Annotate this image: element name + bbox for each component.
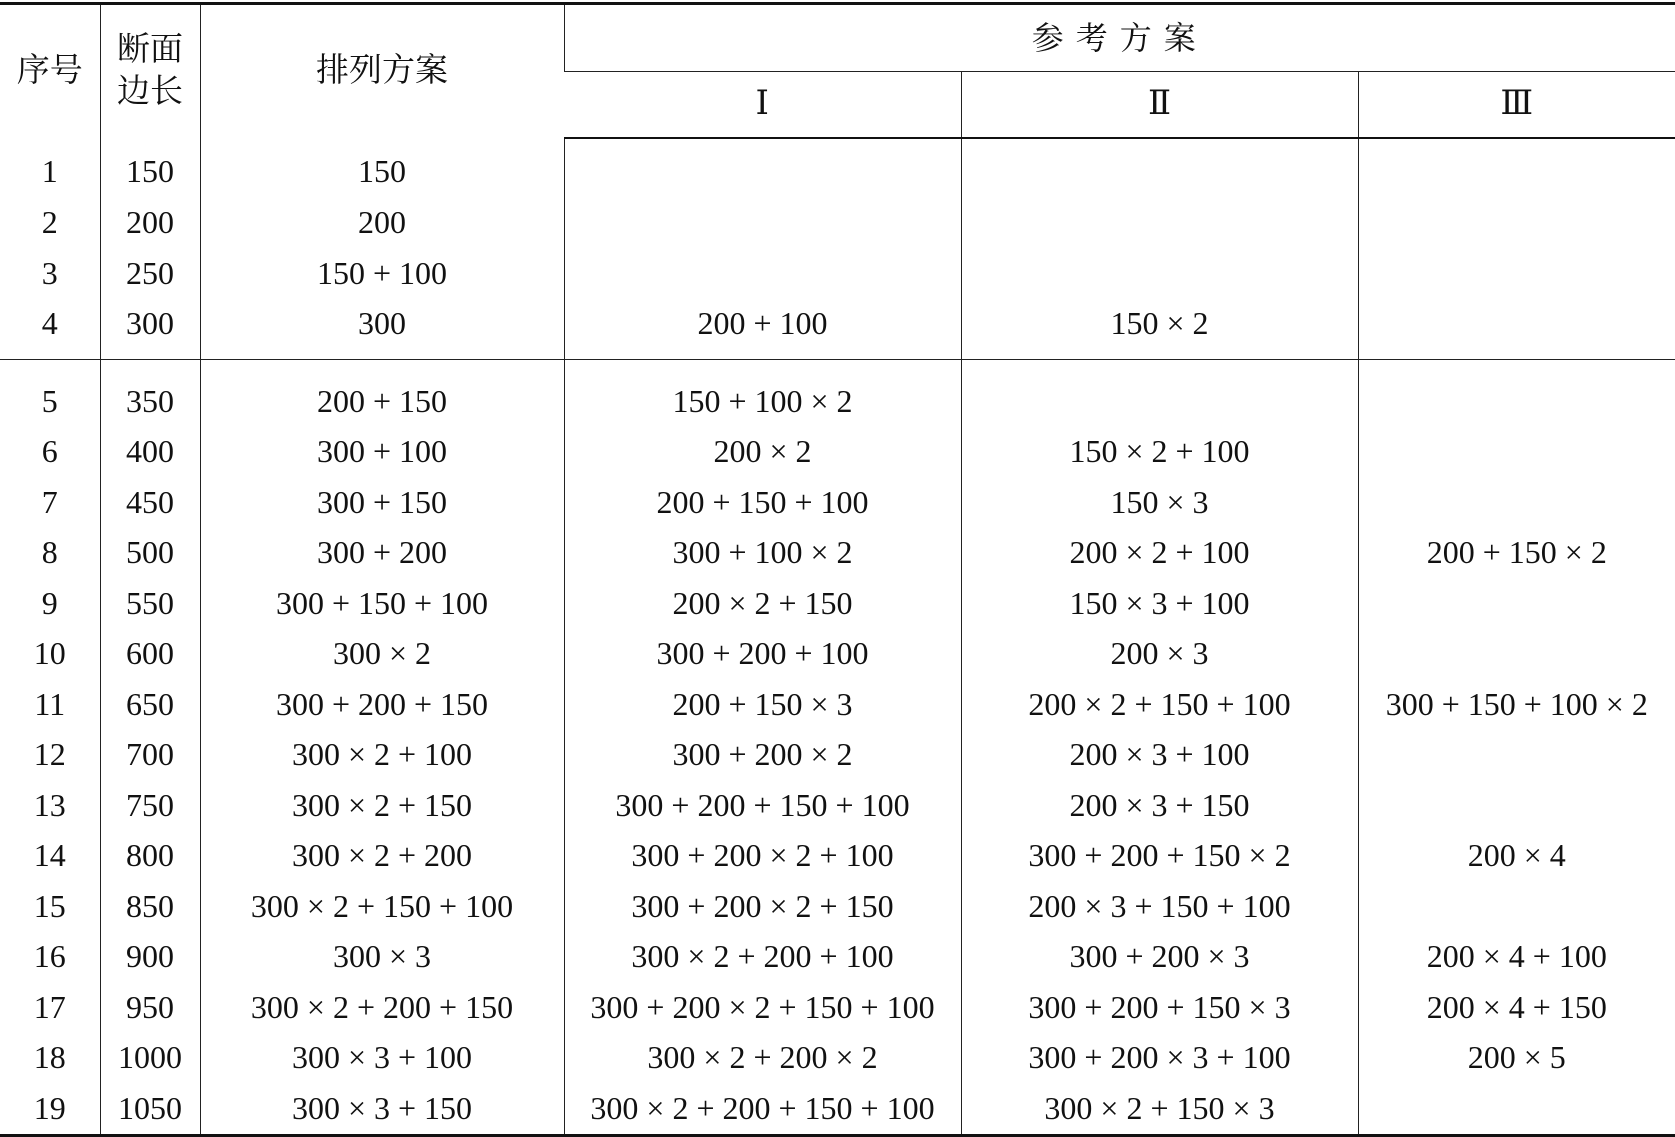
cell-plan-1: 200 × 2 [564,427,961,478]
cell-side-length: 1050 [100,1083,200,1135]
cell-plan-2: 300 + 200 × 3 + 100 [961,1033,1358,1084]
cell-seq: 10 [33,635,66,672]
cell-arrangement: 300 × 2 [200,629,564,680]
cell-plan-2 [961,360,1358,427]
cell-side-length: 200 [100,198,200,249]
cell-plan-2 [961,138,1358,198]
cell-seq: 11 [34,685,66,722]
cell-plan-3 [1358,578,1675,629]
cell-plan-1: 200 + 150 + 100 [564,477,961,528]
arrangement-table-container [0,2,1675,1137]
table-row [0,1033,1675,1084]
cell-side-length: 650 [100,679,200,730]
cell-plan-2: 300 × 2 + 150 × 3 [961,1083,1358,1135]
table-header [0,4,1675,139]
cell-seq: 7 [41,483,58,520]
cell-seq: 13 [33,786,66,823]
cell-seq: 9 [41,584,58,621]
cell-seq: 18 [33,1039,66,1076]
cell-seq: 6 [41,433,58,470]
header-side-length-line2: 边长 [117,73,183,110]
cell-plan-1: 300 + 200 × 2 + 150 [564,881,961,932]
table-row [0,578,1675,629]
table-body-group-1 [0,138,1675,360]
cell-plan-3 [1358,629,1675,680]
cell-plan-3: 200 × 4 + 100 [1358,932,1675,983]
cell-arrangement: 300 + 150 + 100 [200,578,564,629]
cell-side-length: 250 [100,248,200,299]
cell-plan-1: 200 + 150 × 3 [564,679,961,730]
table-row [0,679,1675,730]
cell-plan-1 [564,198,961,249]
cell-plan-3: 200 × 4 + 150 [1358,982,1675,1033]
cell-seq: 15 [33,887,66,924]
cell-arrangement: 200 [200,198,564,249]
cell-plan-3 [1358,477,1675,528]
arrangement-table [0,2,1675,1137]
cell-plan-1: 300 × 2 + 200 × 2 [564,1033,961,1084]
cell-arrangement: 300 + 200 [200,528,564,579]
cell-side-length: 700 [100,730,200,781]
cell-plan-1: 150 + 100 × 2 [564,360,961,427]
table-row [0,831,1675,882]
header-side-length [100,4,200,139]
table-row [0,248,1675,299]
cell-seq: 5 [41,382,58,419]
cell-plan-3: 300 + 150 + 100 × 2 [1358,679,1675,730]
cell-seq: 8 [41,534,58,571]
cell-plan-3: 200 × 4 [1358,831,1675,882]
table-row [0,982,1675,1033]
cell-plan-3: 200 × 5 [1358,1033,1675,1084]
cell-plan-1: 300 + 200 + 150 + 100 [564,780,961,831]
table-row [0,881,1675,932]
table-row [0,198,1675,249]
cell-side-length: 1000 [100,1033,200,1084]
table-row [0,299,1675,360]
table-row [0,780,1675,831]
cell-plan-3 [1358,299,1675,360]
cell-plan-1: 200 + 100 [564,299,961,360]
header-plan-1: Ⅰ [564,72,961,139]
cell-side-length: 350 [100,360,200,427]
table-row [0,629,1675,680]
table-row [0,1083,1675,1135]
header-arrangement: 排列方案 [200,4,564,139]
cell-plan-1: 300 × 2 + 200 + 100 [564,932,961,983]
table-body-group-2 [0,360,1675,1136]
cell-plan-2: 150 × 3 + 100 [961,578,1358,629]
cell-arrangement: 300 + 150 [200,477,564,528]
cell-plan-2: 200 × 3 + 150 + 100 [961,881,1358,932]
table-row [0,477,1675,528]
cell-plan-2: 150 × 3 [961,477,1358,528]
cell-plan-2 [961,248,1358,299]
cell-plan-2: 200 × 2 + 100 [961,528,1358,579]
cell-plan-1: 300 + 200 × 2 [564,730,961,781]
cell-seq: 12 [33,736,66,773]
cell-side-length: 400 [100,427,200,478]
cell-plan-2: 300 + 200 × 3 [961,932,1358,983]
table-row [0,730,1675,781]
cell-plan-1: 300 + 100 × 2 [564,528,961,579]
cell-arrangement: 300 × 3 + 150 [200,1083,564,1135]
cell-arrangement: 300 + 200 + 150 [200,679,564,730]
header-reference-group: 参考方案 [564,4,1675,72]
cell-plan-1: 300 + 200 × 2 + 150 + 100 [564,982,961,1033]
cell-seq: 19 [0,1083,100,1135]
cell-side-length: 900 [100,932,200,983]
cell-seq: 3 [41,254,58,291]
cell-plan-2: 150 × 2 + 100 [961,427,1358,478]
cell-arrangement: 150 + 100 [200,248,564,299]
cell-seq: 2 [41,204,58,241]
cell-arrangement: 300 × 2 + 100 [200,730,564,781]
table-row [0,932,1675,983]
cell-arrangement: 300 × 3 [200,932,564,983]
cell-side-length: 950 [100,982,200,1033]
cell-side-length: 450 [100,477,200,528]
cell-plan-2 [961,198,1358,249]
cell-arrangement: 300 × 2 + 150 [200,780,564,831]
cell-arrangement: 300 + 100 [200,427,564,478]
cell-plan-1 [564,138,961,198]
cell-plan-2: 200 × 3 + 150 [961,780,1358,831]
cell-plan-3 [1358,1083,1675,1135]
cell-arrangement: 300 × 2 + 200 + 150 [200,982,564,1033]
cell-plan-3 [1358,198,1675,249]
cell-plan-1: 300 + 200 + 100 [564,629,961,680]
cell-plan-3 [1358,360,1675,427]
table-row [0,427,1675,478]
cell-seq: 4 [0,299,100,360]
cell-side-length: 550 [100,578,200,629]
cell-seq: 17 [33,988,66,1025]
header-plan-3: Ⅲ [1358,72,1675,139]
table-row [0,138,1675,198]
cell-side-length: 500 [100,528,200,579]
cell-plan-1: 300 × 2 + 200 + 150 + 100 [564,1083,961,1135]
cell-arrangement: 150 [200,138,564,198]
cell-side-length: 850 [100,881,200,932]
cell-plan-2: 200 × 3 [961,629,1358,680]
cell-seq: 1 [41,153,58,190]
cell-plan-1: 200 × 2 + 150 [564,578,961,629]
cell-side-length: 800 [100,831,200,882]
cell-arrangement: 200 + 150 [200,360,564,427]
cell-plan-3 [1358,881,1675,932]
cell-seq: 16 [33,938,66,975]
cell-side-length: 750 [100,780,200,831]
header-side-length-line1: 断面 [117,32,183,69]
cell-arrangement: 300 [200,299,564,360]
cell-plan-3 [1358,138,1675,198]
cell-side-length: 300 [100,299,200,360]
cell-plan-3 [1358,248,1675,299]
cell-arrangement: 300 × 3 + 100 [200,1033,564,1084]
cell-plan-2: 300 + 200 + 150 × 3 [961,982,1358,1033]
cell-plan-3 [1358,780,1675,831]
cell-plan-2: 150 × 2 [961,299,1358,360]
cell-arrangement: 300 × 2 + 200 [200,831,564,882]
table-row [0,360,1675,427]
cell-plan-2: 200 × 3 + 100 [961,730,1358,781]
cell-side-length: 600 [100,629,200,680]
cell-plan-1: 300 + 200 × 2 + 100 [564,831,961,882]
cell-seq: 14 [33,837,66,874]
header-plan-2: Ⅱ [961,72,1358,139]
cell-plan-2: 200 × 2 + 150 + 100 [961,679,1358,730]
cell-plan-2: 300 + 200 + 150 × 2 [961,831,1358,882]
cell-plan-1 [564,248,961,299]
cell-side-length: 150 [100,138,200,198]
table-row [0,528,1675,579]
cell-plan-3 [1358,730,1675,781]
cell-plan-3: 200 + 150 × 2 [1358,528,1675,579]
cell-arrangement: 300 × 2 + 150 + 100 [200,881,564,932]
header-seq: 序号 [0,4,100,139]
cell-plan-3 [1358,427,1675,478]
